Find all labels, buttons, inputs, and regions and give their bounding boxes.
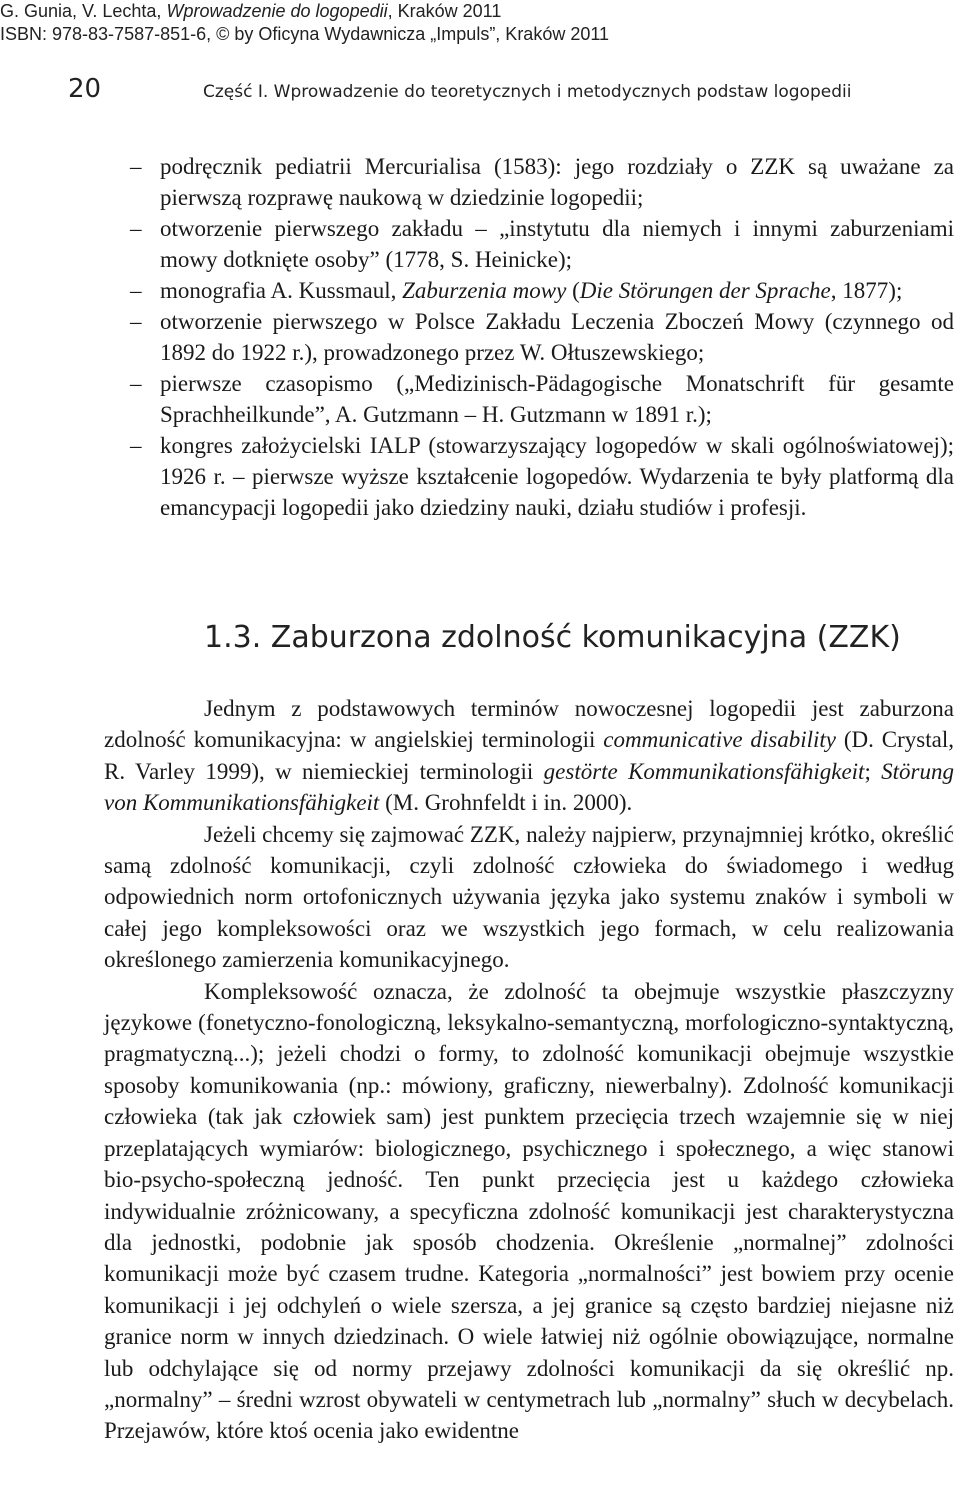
list-item-text: monografia A. Kussmaul,: [160, 278, 403, 303]
book-title-polish: Zaburzenia mowy: [402, 278, 567, 303]
paragraph: [104, 693, 954, 819]
dash-bullet: –: [130, 433, 142, 458]
list-item: [130, 213, 954, 275]
list-item-text: podręcznik pediatrii Mercurialisa (1583): jego rozdziały o ZZK są uważane za pierwszą rozprawę naukową w dziedzinie logopedii;: [160, 154, 954, 210]
citation-line-2: ISBN: 978-83-7587-851-6, © by Oficyna Wydawnicza „Impuls”, Kraków 2011: [0, 24, 610, 44]
running-title: Część I. Wprowadzenie do teoretycznych i metodycznych podstaw logopedii: [203, 82, 852, 102]
citation-place-year: , Kraków 2011: [387, 1, 502, 21]
body-text: [104, 693, 954, 1447]
german-term-alt: Störung von Kommunikationsfähigkeit: [104, 758, 955, 816]
book-title-german: Die Störungen der Sprache: [579, 278, 831, 303]
paragraph-text: Jednym z podstawowych terminów nowoczesnej logopedii jest zaburzona zdolność komunikacyjna: w angielskiej terminologii: [104, 696, 954, 753]
list-item: [130, 306, 954, 368]
list-item: [130, 275, 954, 306]
history-list: [130, 151, 954, 523]
running-head: [68, 74, 851, 104]
paragraph-text: (M. Grohnfeldt i in. 2000).: [379, 790, 633, 816]
list-item-text: otworzenie pierwszego w Polsce Zakładu Leczenia Zboczeń Mowy (czynnego od 1892 do 1922 r.), prowadzonego przez W. Ołtuszewskiego;: [160, 309, 954, 365]
dash-bullet: –: [130, 309, 142, 334]
list-item-text: (: [566, 278, 580, 303]
dash-bullet: –: [130, 216, 142, 241]
list-item-text: pierwsze czasopismo („Medizinisch-Pädagogische Monatschrift für gesamte Sprachheilkunde”, A. Gutzmann – H. Gutzmann w 1891 r.);: [160, 371, 954, 427]
english-term: communicative disability: [603, 727, 837, 753]
list-item: [130, 368, 954, 430]
german-term: gestörte Kommunikationsfähigkeit: [543, 758, 865, 784]
list-item-text: kongres założycielski IALP (stowarzyszający logopedów w skali ogólnoświatowej); 1926 r. – pierwsze wyższe kształcenie logopedów. Wydarzenia te były platformą dla emancypacji logopedii jako dziedziny nauki, działu studiów i profesji.: [160, 433, 954, 520]
paragraph-text: (D. Crystal, R. Varley 1999), w niemieckiej terminologii: [104, 727, 954, 784]
dash-bullet: –: [130, 371, 142, 396]
paragraph: Kompleksowość oznacza, że zdolność ta obejmuje wszystkie płaszczyzny językowe (fonetyczno-fonologiczną, leksykalno-semantyczną, morfologiczno-syntaktyczną, pragmatyczną...); jeżeli chodzi o formy, to zdolność komunikacji obejmuje wszystkie sposoby komunikowania (np.: mówiony, graficzny, niewerbalny). Zdolność komunikacji człowieka (tak jak człowiek sam) jest punktem przecięcia trzech wzajemnie się w niej przeplatających wymiarów: biologicznego, psychicznego i społecznego, a więc stanowi bio-psycho-społeczną jedność. Ten punkt przecięcia jest u każdego człowieka indywidualnie zróżnicowany, a specyficzna zdolność komunikacji jest charakterystyczna dla jednostki, podobnie jak sposób chodzenia. Określenie „normalnej” zdolności komunikacji może być czasem trudne. Kategoria „normalności” jest bowiem przy ocenie komunikacji i jej odchyleń o wiele szersza, a jej granice są często bardziej niejasne niż granice norm w innych dziedzinach. O wiele łatwiej niż ogólnie obowiązujące, normalne lub odchylające się od normy przejawy zdolności komunikacji da się określić np. „normalny” – średni wzrost obywateli w centymetrach lub „normalny” słuch w decybelach. Przejawów, które ktoś ocenia jako ewidentne: [104, 978, 954, 1444]
section-heading: 1.3. Zaburzona zdolność komunikacyjna (ZZK): [204, 620, 901, 655]
list-item: [130, 430, 954, 523]
citation-book-title: Wprowadzenie do logopedii: [166, 1, 388, 21]
list-item: [130, 151, 954, 213]
list-item-text: , 1877);: [830, 278, 903, 303]
page-number: 20: [68, 74, 102, 104]
paragraph-text: ;: [864, 758, 882, 784]
paragraph: Jeżeli chcemy się zajmować ZZK, należy najpierw, przynajmniej krótko, określić samą zdolność komunikacji, czyli zdolność człowieka do świadomego i według odpowiednich norm ortofonicznych używania języka jako systemu znaków i symboli w całej jego kompleksowości oraz we wszystkich jego formach, w celu realizowania określonego zamierzenia komunikacyjnego.: [104, 821, 954, 973]
dash-bullet: –: [130, 154, 142, 179]
citation-line-1: [0, 0, 609, 23]
source-citation: [0, 0, 609, 46]
citation-authors: G. Gunia, V. Lechta,: [0, 1, 167, 21]
list-item-text: otworzenie pierwszego zakładu – „instytutu dla niemych i innymi zaburzeniami mowy dotknięte osoby” (1778, S. Heinicke);: [160, 216, 954, 272]
dash-bullet: –: [130, 278, 142, 303]
